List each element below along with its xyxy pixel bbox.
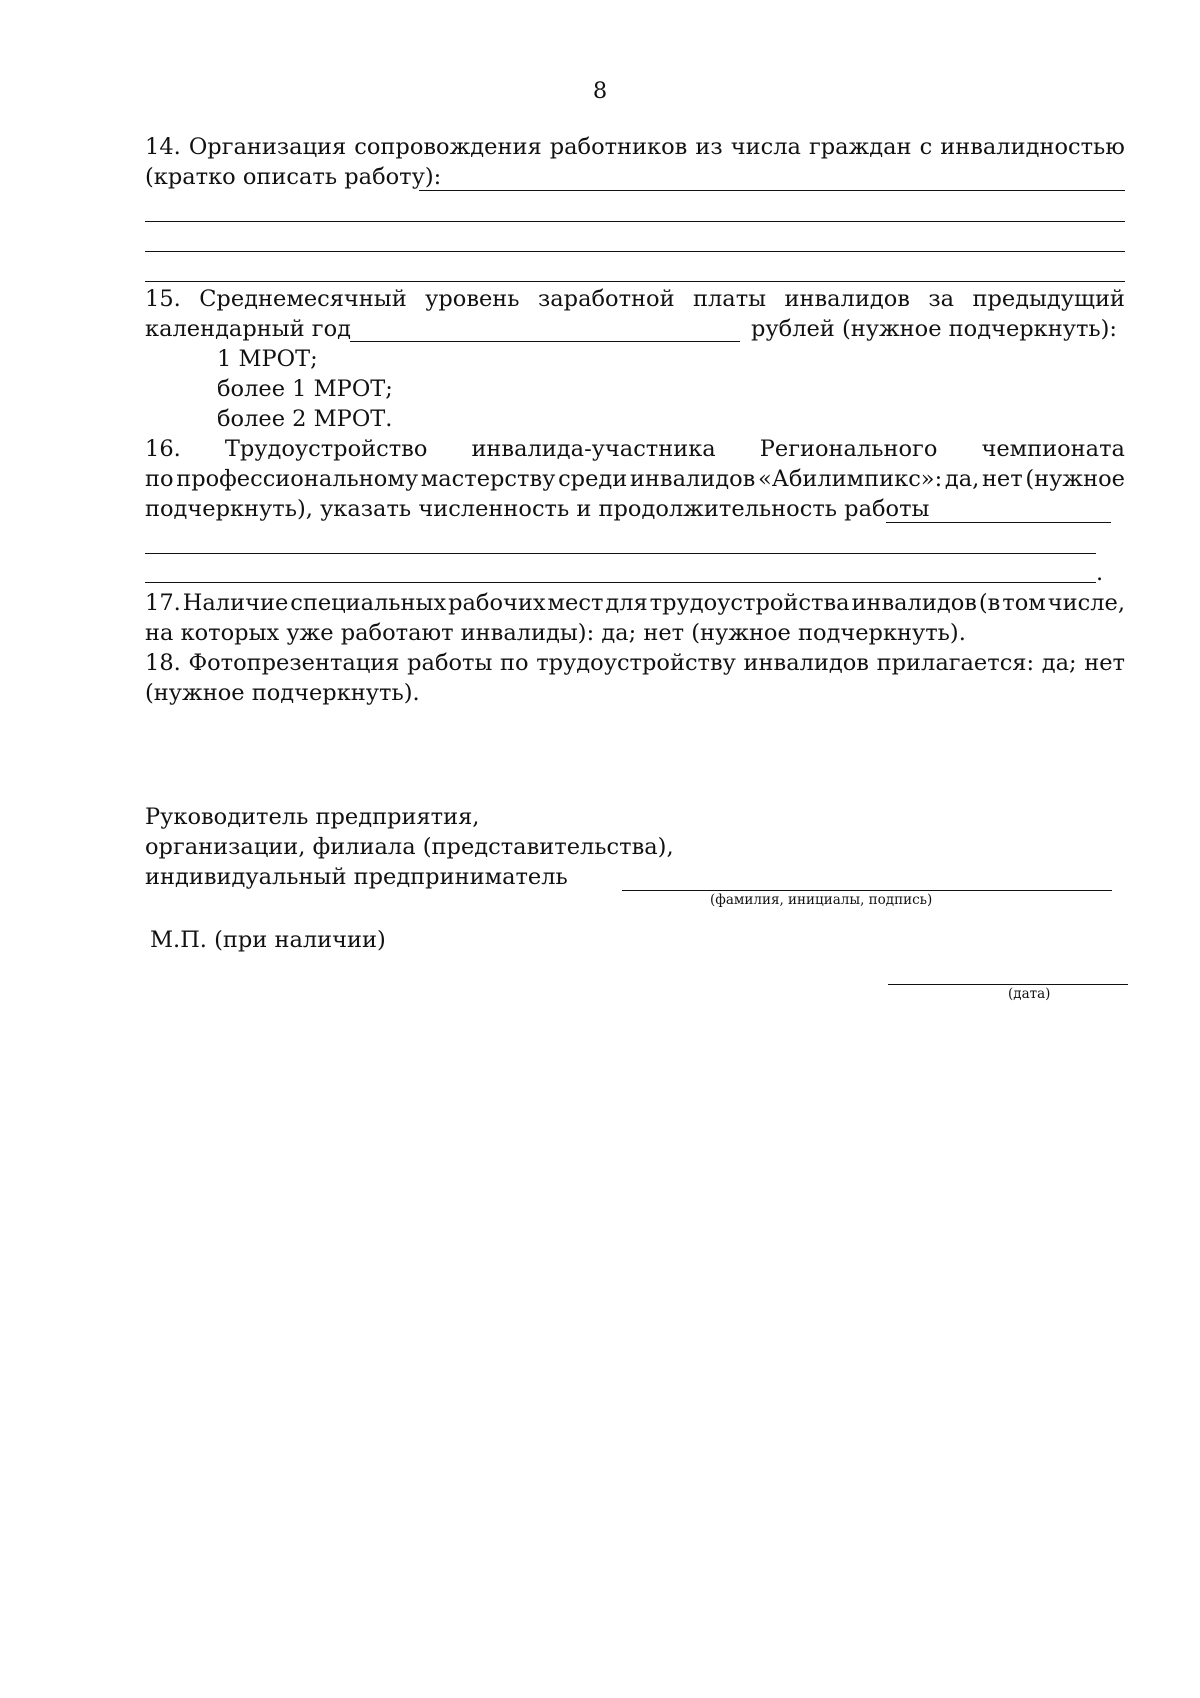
word: Трудоустройство (224, 436, 428, 462)
word: инвалидов (743, 650, 869, 676)
word: числа (730, 134, 801, 160)
item-14-fill-line (419, 190, 1125, 191)
word: да, (944, 466, 980, 492)
word: с (919, 134, 933, 160)
signature-line (622, 890, 1112, 891)
word: 16. (145, 436, 181, 462)
word: заработной (537, 286, 675, 312)
word: инвалидов (851, 590, 977, 616)
item-18-line-1 (145, 648, 1125, 678)
word: за (928, 286, 955, 312)
word: трудоустройства (649, 590, 850, 616)
word: инвалидов (784, 286, 910, 312)
word: (в (978, 590, 1001, 616)
word: 14. (145, 134, 181, 160)
word: Среднемесячный (199, 286, 407, 312)
word: работы (407, 650, 493, 676)
word: числе, (1047, 590, 1125, 616)
word: рабочих (448, 590, 546, 616)
item-15-option-2: более 1 МРОТ; (217, 376, 393, 402)
word: профессиональному (176, 466, 419, 492)
item-15-amount-line (350, 341, 740, 342)
item-16-fill-line (886, 522, 1111, 523)
word: инвалидностью (940, 134, 1125, 160)
item-15-option-3: более 2 МРОТ. (217, 406, 393, 432)
word: граждан (808, 134, 912, 160)
stamp-label: М.П. (при наличии) (150, 927, 386, 953)
item-15-line-1 (145, 284, 1125, 314)
signature-line-2: организации, филиала (представительства), (145, 834, 674, 860)
signature-line-3: индивидуальный предприниматель (145, 864, 568, 890)
signature-line-1: Руководитель предприятия, (145, 804, 480, 830)
word: специальных (290, 590, 447, 616)
word: 17. (145, 590, 181, 616)
word: Организация (188, 134, 347, 160)
word: Наличие (182, 590, 289, 616)
date-caption: (дата) (1008, 986, 1051, 1002)
word: нет (981, 466, 1023, 492)
page-number: 8 (592, 78, 608, 104)
item-17-line-2: на которых уже работают инвалиды): да; нет (нужное подчеркнуть). (145, 620, 966, 646)
item-14-blank-line-1 (145, 221, 1125, 222)
word: инвалида-участника (471, 436, 716, 462)
item-16-line-2 (145, 464, 1125, 494)
date-line (888, 984, 1128, 985)
word: уровень (425, 286, 520, 312)
word: 18. (145, 650, 181, 676)
item-15-line-2-end: рублей (нужное подчеркнуть): (751, 316, 1118, 342)
item-15-option-1: 1 МРОТ; (217, 346, 318, 372)
word: прилагается: (876, 650, 1035, 676)
word: работников (549, 134, 688, 160)
item-16-end-mark: . (1096, 560, 1104, 586)
item-15-line-2-start: календарный год (145, 316, 351, 342)
item-14-blank-line-2 (145, 251, 1125, 252)
item-16-blank-line-2 (145, 582, 1096, 583)
word: предыдущий (972, 286, 1125, 312)
item-16-line-1 (145, 434, 1125, 464)
word: нет (1084, 650, 1125, 676)
item-16-blank-line-1 (145, 553, 1096, 554)
word: чемпионата (981, 436, 1125, 462)
signature-caption: (фамилия, инициалы, подпись) (710, 892, 933, 908)
word: среди (558, 466, 628, 492)
item-17-line-1 (145, 588, 1125, 618)
word: Фотопрезентация (188, 650, 400, 676)
word: платы (693, 286, 767, 312)
item-14-line-1 (145, 132, 1125, 162)
word: 15. (145, 286, 181, 312)
word: из (695, 134, 723, 160)
word: Регионального (759, 436, 938, 462)
word: да; (1041, 650, 1077, 676)
word: «Абилимпикс»: (758, 466, 943, 492)
item-16-line-3: подчеркнуть), указать численность и продолжительность работы (145, 496, 930, 522)
word: (нужное (1025, 466, 1125, 492)
item-18-line-2: (нужное подчеркнуть). (145, 680, 420, 706)
word: мест (547, 590, 604, 616)
word: по (500, 650, 529, 676)
item-14-blank-line-3 (145, 281, 1125, 282)
word: для (605, 590, 648, 616)
word: мастерству (420, 466, 556, 492)
word: трудоустройству (536, 650, 736, 676)
word: по (145, 466, 174, 492)
word: инвалидов (629, 466, 756, 492)
word: сопровождения (354, 134, 542, 160)
word: том (1002, 590, 1046, 616)
item-14-line-2: (кратко описать работу): (145, 164, 442, 190)
